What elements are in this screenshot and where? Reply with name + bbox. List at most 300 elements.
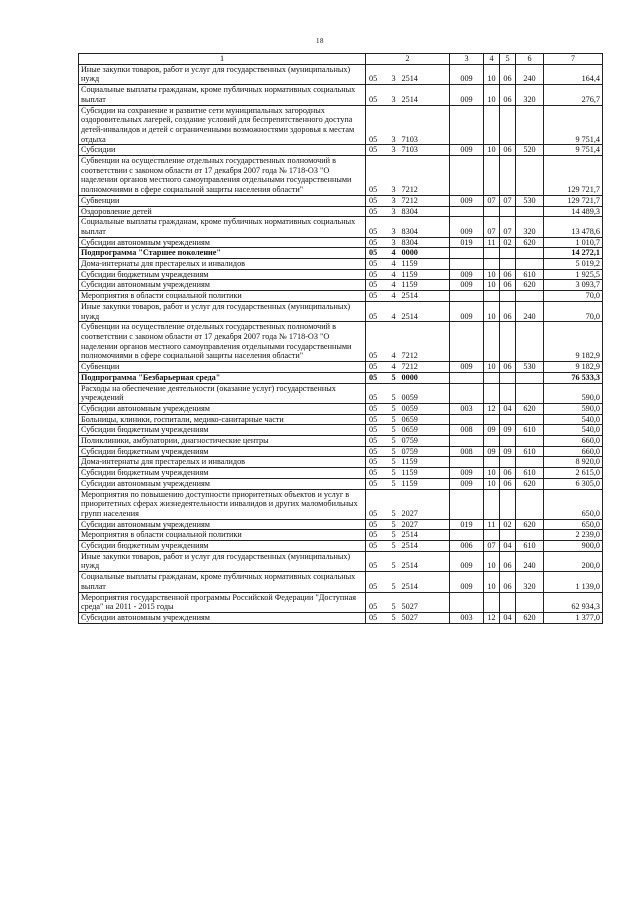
code-ministry [450,530,484,541]
code-expense: 0759 [401,446,450,457]
code-expense: 8304 [401,217,450,237]
code-expense: 7212 [401,195,450,206]
table-row [79,105,603,145]
item-name: Расходы на обеспечение деятельности (оказание услуг) государственных учреждений [79,383,366,403]
table-row [79,248,603,259]
item-name: Субсидии автономным учреждениям [79,237,366,248]
code-ministry: 009 [450,64,484,84]
amount: 6 305,0 [544,478,603,489]
amount: 70,0 [544,301,603,321]
amount: 5 019,2 [544,259,603,270]
code-section: 05 [366,301,387,321]
item-name: Субсидии автономным учреждениям [79,519,366,530]
code-expense: 8304 [401,206,450,217]
code-division: 10 [484,145,500,156]
code-expense-type: 620 [516,612,544,623]
code-ministry: 009 [450,478,484,489]
code-section: 05 [366,592,387,612]
code-division: 10 [484,468,500,479]
table-row [79,156,603,196]
code-expense: 1159 [401,269,450,280]
page-number: 18 [316,37,324,45]
code-subdivision [500,105,516,145]
item-name: Субсидии автономным учреждениям [79,612,366,623]
item-name: Иные закупки товаров, работ и услуг для государственных (муниципальных) нужд [79,64,366,84]
table-row [79,383,603,403]
code-division: 09 [484,446,500,457]
table-row [79,436,603,447]
amount: 3 093,7 [544,280,603,291]
code-section: 05 [366,551,387,571]
code-expense-type: 240 [516,551,544,571]
code-program: 5 [387,468,401,479]
code-expense: 7212 [401,156,450,196]
code-ministry [450,259,484,270]
code-ministry: 009 [450,195,484,206]
amount: 70,0 [544,291,603,302]
item-name: Поликлиники, амбулатории, диагностические центры [79,436,366,447]
code-section: 05 [366,468,387,479]
code-program: 4 [387,362,401,373]
table-row [79,551,603,571]
code-subdivision: 06 [500,572,516,592]
code-program: 3 [387,217,401,237]
header-col-1: 1 [79,54,366,65]
code-expense-type [516,383,544,403]
code-section: 05 [366,446,387,457]
table-row [79,478,603,489]
code-division [484,206,500,217]
code-ministry [450,291,484,302]
amount: 9 182,9 [544,362,603,373]
code-section: 05 [366,383,387,403]
code-program: 5 [387,414,401,425]
table-row [79,403,603,414]
code-expense: 2514 [401,64,450,84]
code-expense-type [516,248,544,259]
code-subdivision: 04 [500,403,516,414]
table-row [79,592,603,612]
code-expense: 0759 [401,436,450,447]
code-expense-type [516,436,544,447]
code-subdivision: 06 [500,301,516,321]
table-row [79,64,603,84]
table-row [79,468,603,479]
code-subdivision: 06 [500,551,516,571]
amount: 1 010,7 [544,237,603,248]
code-section: 05 [366,248,387,259]
code-subdivision [500,592,516,612]
code-expense-type: 610 [516,446,544,457]
amount: 76 533,3 [544,372,603,383]
item-name: Субсидии бюджетным учреждениям [79,269,366,280]
table-row [79,195,603,206]
code-program: 3 [387,85,401,105]
code-expense-type: 620 [516,403,544,414]
code-expense: 0000 [401,372,450,383]
amount: 650,0 [544,519,603,530]
code-division [484,457,500,468]
item-name: Социальные выплаты гражданам, кроме публичных нормативных социальных выплат [79,572,366,592]
code-program: 5 [387,372,401,383]
code-expense-type [516,530,544,541]
code-expense-type: 610 [516,425,544,436]
header-col-3: 3 [450,54,484,65]
code-subdivision [500,259,516,270]
code-division [484,156,500,196]
code-division: 10 [484,572,500,592]
code-program: 4 [387,301,401,321]
code-program: 4 [387,259,401,270]
code-subdivision [500,457,516,468]
code-expense: 7103 [401,145,450,156]
code-division [484,248,500,259]
item-name: Социальные выплаты гражданам, кроме публичных нормативных социальных выплат [79,85,366,105]
code-program: 5 [387,478,401,489]
amount: 9 751,4 [544,145,603,156]
code-expense-type: 240 [516,64,544,84]
code-expense-type: 240 [516,301,544,321]
code-division [484,259,500,270]
item-name: Субвенции на осуществление отдельных государственных полномочий в соответствии с законом области от 17 декабря 2007 года № 1718-ОЗ "О наделении органов местного самоуправления отдельными государственными полномочиями в сфере социальной защиты населения области" [79,156,366,196]
code-ministry: 009 [450,572,484,592]
code-program: 4 [387,248,401,259]
code-expense-type: 320 [516,217,544,237]
table-row [79,572,603,592]
code-ministry [450,489,484,519]
code-program: 3 [387,105,401,145]
amount: 1 139,0 [544,572,603,592]
code-section: 05 [366,322,387,362]
code-ministry: 008 [450,446,484,457]
table-row [79,301,603,321]
code-ministry [450,436,484,447]
code-division [484,291,500,302]
code-section: 05 [366,362,387,373]
code-expense: 7103 [401,105,450,145]
code-expense: 2514 [401,301,450,321]
code-expense: 0659 [401,414,450,425]
code-ministry: 009 [450,145,484,156]
code-subdivision: 09 [500,446,516,457]
header-row [79,54,603,65]
code-expense: 7212 [401,362,450,373]
header-col-5: 5 [500,54,516,65]
code-subdivision: 06 [500,85,516,105]
table-row [79,372,603,383]
table-row [79,85,603,105]
code-division: 07 [484,195,500,206]
amount: 14 489,3 [544,206,603,217]
code-section: 05 [366,572,387,592]
code-section: 05 [366,489,387,519]
code-division: 10 [484,269,500,280]
code-section: 05 [366,372,387,383]
code-expense-type [516,291,544,302]
code-program: 5 [387,612,401,623]
code-program: 3 [387,145,401,156]
item-name: Субсидии [79,145,366,156]
code-section: 05 [366,206,387,217]
code-program: 5 [387,530,401,541]
code-subdivision [500,206,516,217]
code-division: 10 [484,551,500,571]
item-name: Мероприятия в области социальной политики [79,530,366,541]
table-row [79,612,603,623]
code-program: 4 [387,269,401,280]
item-name: Мероприятия в области социальной политики [79,291,366,302]
code-section: 05 [366,195,387,206]
amount: 2 239,0 [544,530,603,541]
table-row [79,259,603,270]
item-name: Субсидии бюджетным учреждениям [79,446,366,457]
code-ministry [450,206,484,217]
code-subdivision [500,156,516,196]
code-expense-type [516,322,544,362]
code-expense-type: 610 [516,269,544,280]
code-division [484,372,500,383]
code-division [484,489,500,519]
amount: 200,0 [544,551,603,571]
code-subdivision [500,489,516,519]
code-subdivision [500,530,516,541]
code-division [484,383,500,403]
code-division: 09 [484,425,500,436]
table-row [79,530,603,541]
amount: 276,7 [544,85,603,105]
code-expense-type: 620 [516,280,544,291]
code-expense-type [516,592,544,612]
code-subdivision: 06 [500,362,516,373]
code-subdivision: 06 [500,145,516,156]
code-subdivision: 02 [500,519,516,530]
code-division: 10 [484,478,500,489]
code-subdivision [500,383,516,403]
table-row [79,489,603,519]
item-name: Социальные выплаты гражданам, кроме публичных нормативных социальных выплат [79,217,366,237]
code-ministry: 003 [450,403,484,414]
table-row [79,237,603,248]
code-section: 05 [366,105,387,145]
amount: 900,0 [544,541,603,552]
code-division: 07 [484,217,500,237]
amount: 540,0 [544,425,603,436]
code-expense-type [516,414,544,425]
code-section: 05 [366,237,387,248]
code-expense-type: 610 [516,541,544,552]
code-subdivision: 07 [500,217,516,237]
item-name: Мероприятия по повышению доступности приоритетных объектов и услуг в приоритетных сферах жизнедеятельности инвалидов и других маломобильных групп населения [79,489,366,519]
code-ministry [450,248,484,259]
code-section: 05 [366,403,387,414]
code-division: 10 [484,280,500,291]
code-expense: 0000 [401,248,450,259]
code-expense: 1159 [401,468,450,479]
code-division [484,105,500,145]
code-subdivision [500,436,516,447]
code-ministry [450,105,484,145]
amount: 1 925,5 [544,269,603,280]
code-expense-type: 530 [516,362,544,373]
code-subdivision: 06 [500,64,516,84]
code-expense-type: 530 [516,195,544,206]
amount: 540,0 [544,414,603,425]
code-subdivision: 02 [500,237,516,248]
code-section: 05 [366,145,387,156]
table-row [79,217,603,237]
code-subdivision [500,372,516,383]
amount: 129 721,7 [544,195,603,206]
code-ministry: 019 [450,237,484,248]
code-expense: 1159 [401,280,450,291]
table-row [79,425,603,436]
code-ministry: 006 [450,541,484,552]
code-program: 5 [387,457,401,468]
item-name: Субсидии бюджетным учреждениям [79,468,366,479]
item-name: Субсидии бюджетным учреждениям [79,541,366,552]
code-program: 5 [387,425,401,436]
code-expense: 2514 [401,541,450,552]
code-division [484,322,500,362]
table-body [79,64,603,623]
amount: 660,0 [544,436,603,447]
table-row [79,206,603,217]
amount: 650,0 [544,489,603,519]
code-section: 05 [366,478,387,489]
code-section: 05 [366,541,387,552]
code-program: 5 [387,572,401,592]
amount: 590,0 [544,403,603,414]
code-expense-type: 620 [516,237,544,248]
code-program: 3 [387,156,401,196]
code-section: 05 [366,530,387,541]
code-section: 05 [366,457,387,468]
code-division: 10 [484,85,500,105]
code-division [484,530,500,541]
code-section: 05 [366,414,387,425]
code-expense-type [516,156,544,196]
code-expense: 1159 [401,478,450,489]
table-row [79,457,603,468]
code-subdivision: 06 [500,269,516,280]
code-program: 5 [387,383,401,403]
code-program: 5 [387,446,401,457]
code-division: 10 [484,301,500,321]
code-expense: 2514 [401,572,450,592]
code-ministry [450,383,484,403]
code-program: 5 [387,551,401,571]
code-program: 5 [387,541,401,552]
code-section: 05 [366,269,387,280]
budget-table [78,53,603,624]
code-expense: 0059 [401,383,450,403]
code-section: 05 [366,436,387,447]
code-division [484,436,500,447]
code-expense-type: 320 [516,572,544,592]
code-expense-type [516,372,544,383]
code-ministry [450,372,484,383]
code-division: 11 [484,237,500,248]
code-ministry [450,414,484,425]
header-col-6: 6 [516,54,544,65]
amount: 129 721,7 [544,156,603,196]
code-subdivision: 04 [500,612,516,623]
code-expense: 5027 [401,592,450,612]
table-row [79,269,603,280]
table-row [79,519,603,530]
code-program: 4 [387,280,401,291]
code-program: 3 [387,195,401,206]
amount: 1 377,0 [544,612,603,623]
code-ministry: 009 [450,468,484,479]
code-expense: 0659 [401,425,450,436]
code-expense: 1159 [401,259,450,270]
code-subdivision: 09 [500,425,516,436]
code-expense-type [516,206,544,217]
item-name: Подпрограмма "Старшее поколение" [79,248,366,259]
code-ministry: 003 [450,612,484,623]
table-row [79,414,603,425]
code-expense-type: 520 [516,145,544,156]
code-expense: 2514 [401,551,450,571]
code-program: 5 [387,489,401,519]
code-expense: 7212 [401,322,450,362]
code-section: 05 [366,217,387,237]
table-row [79,145,603,156]
code-expense: 0059 [401,403,450,414]
code-expense-type [516,259,544,270]
item-name: Больницы, клиники, госпитали, медико-санитарные части [79,414,366,425]
table-row [79,322,603,362]
code-subdivision [500,291,516,302]
code-ministry: 008 [450,425,484,436]
code-section: 05 [366,156,387,196]
code-expense: 2027 [401,489,450,519]
amount: 13 478,6 [544,217,603,237]
amount: 2 615,0 [544,468,603,479]
code-expense: 1159 [401,457,450,468]
code-section: 05 [366,612,387,623]
code-subdivision [500,322,516,362]
code-subdivision: 04 [500,541,516,552]
code-subdivision: 07 [500,195,516,206]
code-expense-type [516,489,544,519]
code-subdivision: 06 [500,280,516,291]
amount: 14 272,1 [544,248,603,259]
code-division: 12 [484,612,500,623]
header-col-2: 2 [366,54,450,65]
code-ministry [450,457,484,468]
item-name: Дома-интернаты для престарелых и инвалидов [79,457,366,468]
header-col-7: 7 [544,54,603,65]
item-name: Подпрограмма "Безбарьерная среда" [79,372,366,383]
item-name: Мероприятия государственной программы Российской Федерации "Доступная среда" на 2011 - 2015 годы [79,592,366,612]
item-name: Иные закупки товаров, работ и услуг для государственных (муниципальных) нужд [79,301,366,321]
code-division: 10 [484,64,500,84]
code-program: 5 [387,403,401,414]
table-row [79,362,603,373]
header-col-4: 4 [484,54,500,65]
item-name: Субсидии автономным учреждениям [79,280,366,291]
code-section: 05 [366,85,387,105]
table-row [79,280,603,291]
item-name: Оздоровление детей [79,206,366,217]
code-expense-type: 620 [516,519,544,530]
item-name: Субвенции [79,362,366,373]
amount: 660,0 [544,446,603,457]
code-division [484,592,500,612]
code-ministry: 009 [450,85,484,105]
